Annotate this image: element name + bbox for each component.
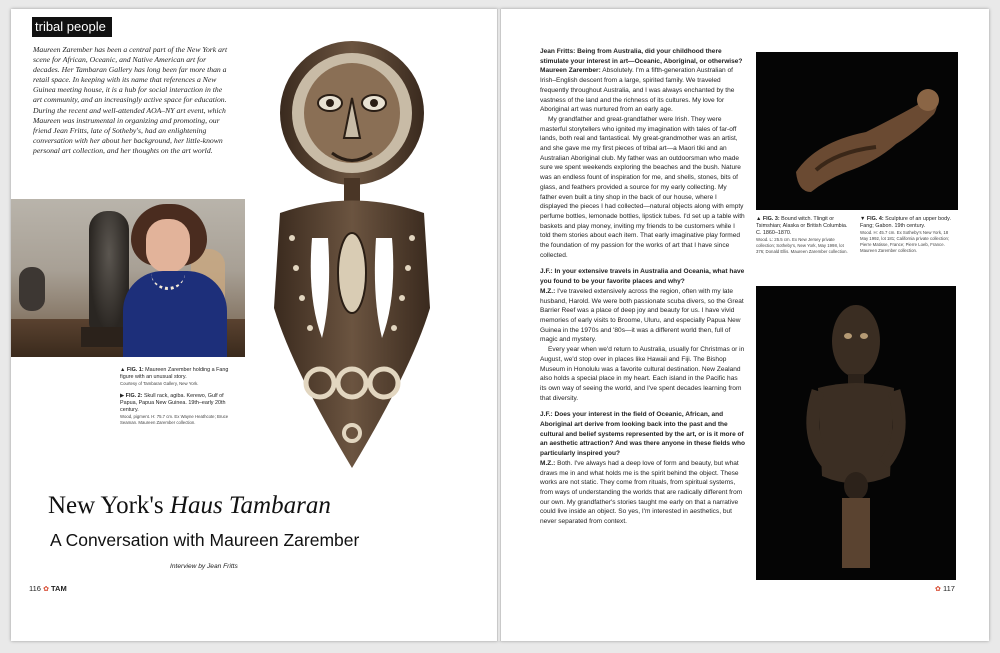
background-mask (19, 267, 45, 311)
intro-paragraph: Maureen Zarember has been a central part of the New York art scene for African, Oceanic, and Native American art for decades. Her Tambaran Gallery has long been far more than a retail space. In keeping with its name that references a New Guinea meeting house, it is a hub for social interaction in the art community, and an increasingly active space for education. During the recent and well-attended AOA–NY art event, which Maureen was instrumental in organizing and promoting, our friend Jean Fritts, late of Sotheby's, had an enlightening conversation with her about her background, her little-known personal art collection, and her thoughts on the art world. (33, 45, 228, 155)
fig3-caption (756, 216, 852, 255)
flower-icon: ✿ (935, 586, 941, 593)
fig1-caption (120, 367, 240, 387)
fig4-fang-sculpture-image (756, 286, 956, 580)
caption-arrow-icon: ▲ (120, 367, 126, 373)
fig2-text: Skull rack, agiba. Kerewo, Gulf of Papua, Papua New Guinea. 19th–early 20th century. (120, 393, 226, 413)
article-subtitle: A Conversation with Maureen Zarember (50, 530, 360, 550)
answer-2 (540, 287, 745, 345)
spine-gutter (497, 9, 501, 641)
interview-column (540, 47, 745, 527)
fig1-text: Maureen Zarember holding a Fang figure with an unusual story. (120, 367, 229, 380)
fig2-credit: Wood, pigment. H: 75.7 cm. Ex Wayne Heathcote; Bruce Seaman. Maureen Zarember collection. (120, 414, 229, 425)
caption-arrow-icon: ▲ (756, 216, 762, 222)
fig4-text: Sculpture of an upper body. Fang; Gabon. 19th century. (860, 216, 951, 229)
fig1-label: FIG. 1: (126, 367, 144, 373)
fig2-caption (120, 393, 240, 426)
flower-icon: ✿ (43, 586, 49, 593)
folio-left (29, 584, 67, 593)
fig4-credit: Wood. H: 45.7 cm. Ex Sotheby's New York, 18 May 1992, lot 181; California private collection; Pierre Matisse, France; Pierre Loeb, France. Maureen Zarember collection. (860, 230, 950, 253)
speaker-label: M.Z.: (540, 459, 556, 467)
fig3-bound-witch-image (756, 52, 958, 210)
question-1: Jean Fritts: Being from Australia, did your childhood there stimulate your interest in art—Oceanic, Aboriginal, or otherwise? (540, 48, 743, 65)
byline: Interview by Jean Fritts (170, 563, 238, 570)
fig1-credit: Courtesy of Tambaran Gallery, New York. (120, 381, 199, 386)
fig3-text: Bound witch. Tlingit or Tsimshian; Alaska or British Columbia. C. 1860–1870. (756, 216, 848, 236)
caption-arrow-icon: ▼ (860, 216, 866, 222)
fig1-photo-maureen-zarember (11, 199, 245, 357)
answer-3 (540, 459, 745, 527)
fig3-label: FIG. 3: (762, 216, 780, 222)
fig2-label: FIG. 2: (125, 393, 143, 399)
fig4-label: FIG. 4: (866, 216, 884, 222)
speaker-label: Maureen Zarember: (540, 67, 601, 75)
question-2: J.F.: In your extensive travels in Australia and Oceania, what have you found to be your favorite places and why? (540, 268, 745, 286)
fig4-caption (860, 216, 956, 254)
article-title (48, 492, 331, 520)
fig2-skull-rack-image (252, 38, 452, 478)
answer-1 (540, 66, 745, 115)
folio-right (935, 584, 955, 593)
page-number-left: 116 (29, 584, 41, 593)
answer-text: Both. I've always had a deep love of form and beauty, but what draws me in and what holds me is the spirit behind the object. These works are not static. They come from rituals, from spiritual systems, from ways of understanding the worlds that are radically different from our own. My grandfather's stories taught me early on that a narrative could live inside an object. So yes, I'm interested in aesthetics, but never separated from context. (540, 459, 743, 526)
title-roman: New York's (48, 492, 170, 519)
fig3-credit: Wood. L: 25.5 cm. Ex New Jersey private collection; Sotheby's, New York, May 1998, lot 376; Donald Ellis. Maureen Zarember collection. (756, 237, 848, 254)
answer-text: I've traveled extensively across the region, often with my late husband, Harold. We were both passionate scuba divers, so the Great Barrier Reef was a place of deep joy and beauty for us. I have vivid memories of early visits to Broome, Uluru, and especially Papua New Guinea in the 1970s and '80s—it was a different world then, full of magic and mystery. (540, 287, 744, 344)
section-tag: tribal people (32, 17, 112, 37)
page-number-right: 117 (942, 584, 955, 593)
paragraph: Every year when we'd return to Australia, usually for Christmas or in August, we'd stop over in places like Hawaii and Fiji. The Bishop Museum in Honolulu was a favorite cultural destination. New Zealand also holds a special place in my heart. Each island in the Pacific has its own way of seeing the world, and I've spent decades learning from that diversity. (540, 346, 745, 402)
answer-text: Absolutely. I'm a fifth-generation Australian of Irish–English descent from a large, spirited family. We traveled frequently throughout Australia, and I was always enchanted by the vastness of the land and the richness of its cultures. My love for Aboriginal art was nurtured from an early age. (540, 67, 735, 114)
paragraph: My grandfather and great-grandfather were Irish. They were masterful storytellers who ignited my imagination with tales of far-off lands, both real and fantastical. My great-grandmother was an artist, and she gave me my first pieces of tribal art—a Maori tiki and an Australian Aboriginal club. My father was an outdoorsman who made sure we spent weekends exploring the beaches and the bush. Nature was an endless fount of inspiration for me, and shells, stones, bits of glass, and feathers provided a source for my early collecting. My father even built a tiny shop in the back of our house, where I displayed the pieces I had collected—natural objects along with empty perfume bottles, lemonade bottles, lipstick tubes. I'd set up a table with baskets and play money, inviting my friends to be customers while I told them stories about each item. That early imaginative play formed the foundation of my passion for the works of art that I have since collected. (540, 115, 745, 259)
speaker-label: M.Z.: (540, 287, 556, 295)
title-italic: Haus Tambaran (169, 492, 331, 519)
caption-arrow-icon: ▶ (120, 393, 125, 399)
woman-face (146, 219, 190, 273)
magazine-name: TAM (51, 584, 67, 593)
question-3: J.F.: Does your interest in the field of Oceanic, African, and Aboriginal art derive from looking back into the past and the cultural and belief systems represented by the art, or is it more of an aesthetic attraction? And was there anyone in these fields who particularly inspired you? (540, 411, 745, 458)
